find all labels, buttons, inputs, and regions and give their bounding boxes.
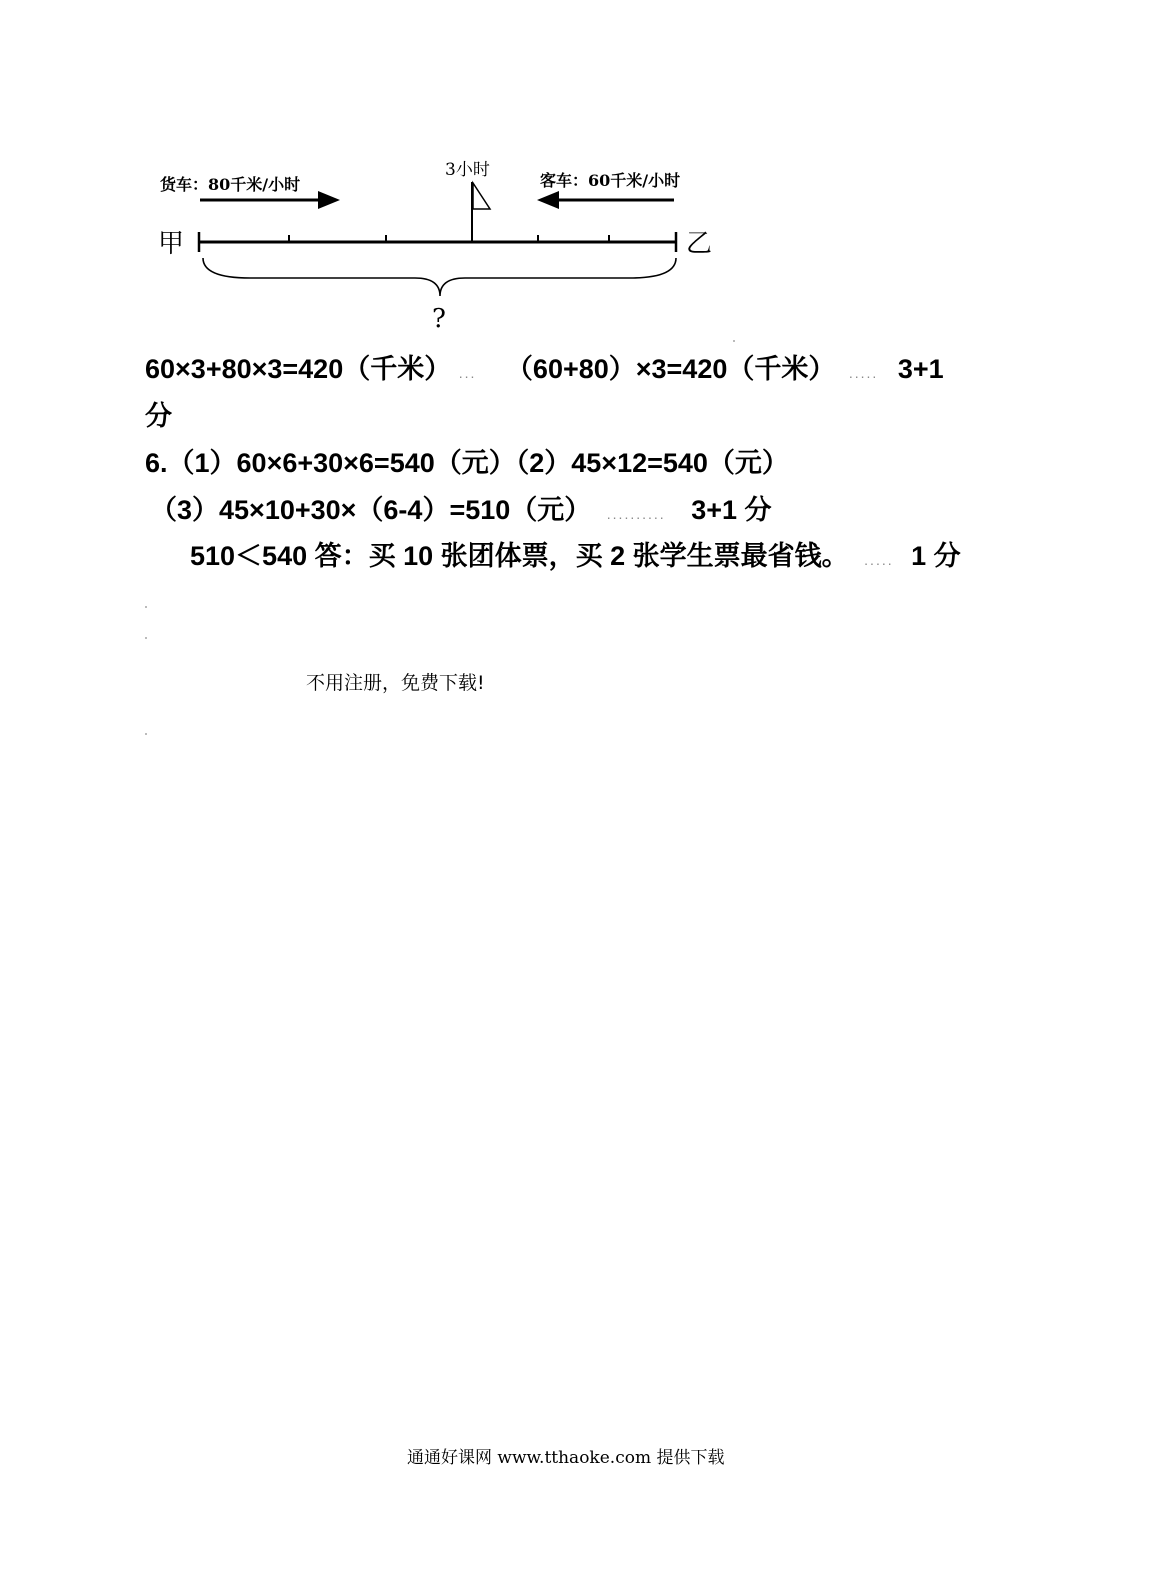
q6-final-score: 1 分 xyxy=(911,541,961,571)
time-label: 3小时 xyxy=(445,160,490,180)
q6-part3-calc: （3）45×10+30×（6-4）=510（元） xyxy=(150,495,592,525)
start-point-label: 甲 xyxy=(158,229,185,259)
q5-dot-leader: ... xyxy=(458,365,477,381)
bus-direction-arrow xyxy=(537,191,674,209)
scan-speck xyxy=(145,733,147,735)
q6-score: 3+1 分 xyxy=(691,495,772,525)
truck-speed-label: 货车：80千米/小时 xyxy=(160,175,301,194)
scan-speck xyxy=(145,606,147,608)
distance-diagram xyxy=(0,0,1152,360)
end-point-label: 乙 xyxy=(686,229,713,259)
q5-dot-leader-2: ..... xyxy=(848,365,879,381)
total-distance-brace xyxy=(203,258,676,296)
promo-text: 不用注册，免费下载! xyxy=(306,672,485,694)
page-footer: 通通好课网 www.tthaoke.com 提供下载 xyxy=(407,1448,725,1468)
q6-answer-line-2 xyxy=(150,497,772,524)
unknown-distance-label: ? xyxy=(432,304,446,334)
bus-speed-label: 客车：60千米/小时 xyxy=(540,171,681,190)
q5-method-a: 60×3+80×3=420（千米） xyxy=(145,354,452,384)
q5-score: 3+1 xyxy=(897,354,944,384)
q5-method-b: （60+80）×3=420（千米） xyxy=(505,354,836,384)
meeting-flag xyxy=(472,182,490,242)
q6-answer-line-1: 6.（1）60×6+30×6=540（元）（2）45×12=540（元） xyxy=(145,448,789,478)
q6-dot-leader-2: ..... xyxy=(864,552,894,568)
q6-conclusion: 510＜540 答：买 10 张团体票，买 2 张学生票最省钱。 xyxy=(190,541,849,571)
q5-score-unit: 分 xyxy=(145,401,172,431)
q6-answer-line-3 xyxy=(190,543,961,570)
q5-answer-line xyxy=(145,356,944,383)
q6-dot-leader: .......... xyxy=(606,506,666,522)
scan-speck xyxy=(145,637,147,639)
scan-speck xyxy=(733,340,735,342)
distance-line xyxy=(199,232,676,252)
